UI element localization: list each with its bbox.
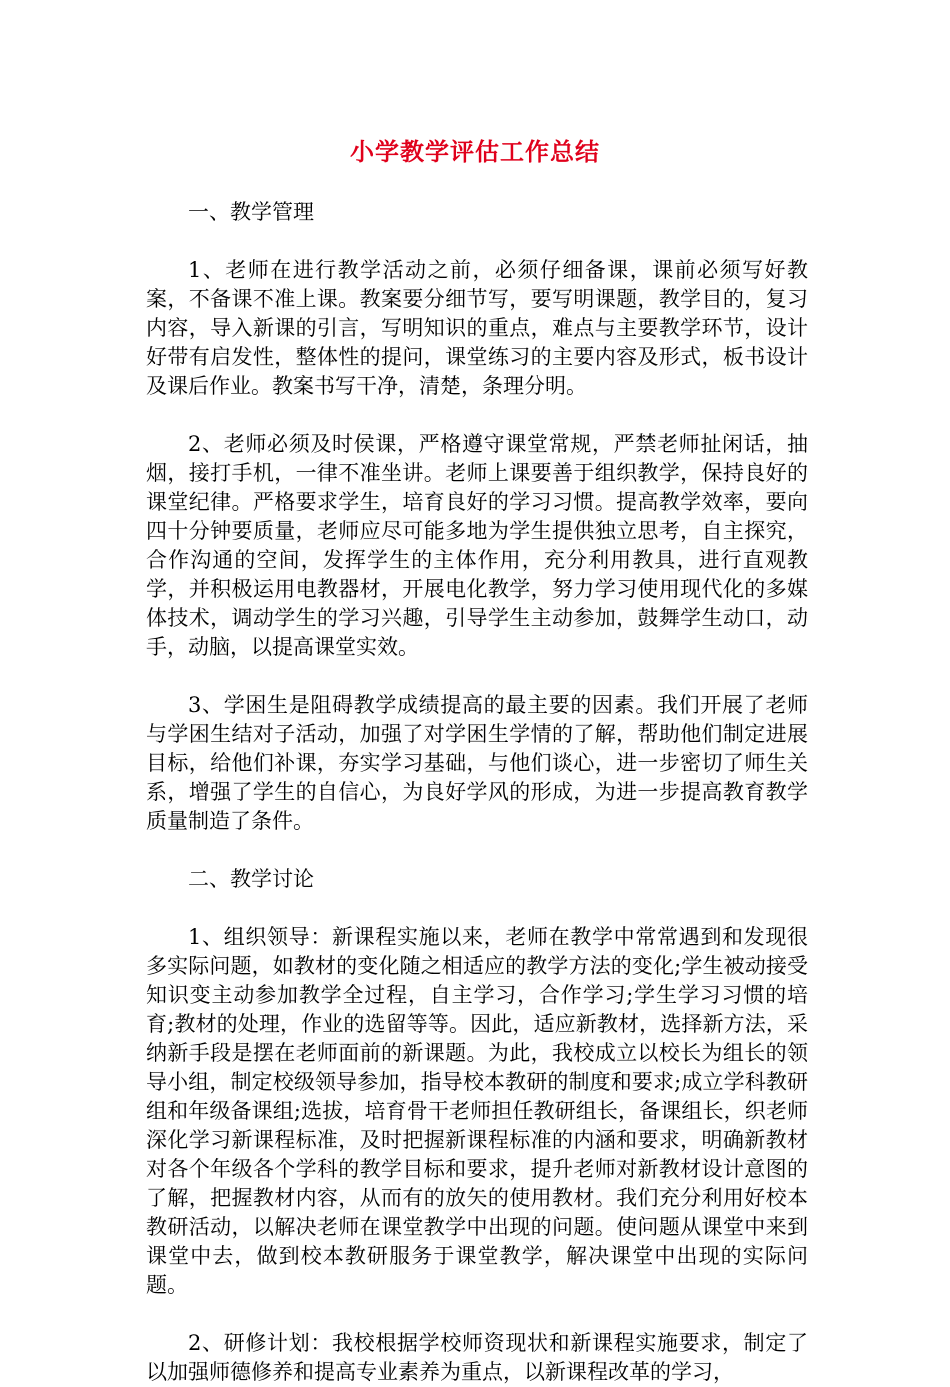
document-title: 小学教学评估工作总结	[350, 138, 600, 166]
paragraph-lesson-preparation: 1、老师在进行教学活动之前，必须仔细备课，课前必须写好教案，不备课不准上课。教案要分细节写，要写明课题，教学目的，复习内容，导入新课的引言，写明知识的重点，难点与主要教学环节，设计好带有启发性，整体性的提问，课堂练习的主要内容及形式，板书设计及课后作业。教案书写干净，清楚，条理分明。	[146, 258, 808, 398]
paragraph-training-plan: 2、研修计划：我校根据学校师资现状和新课程实施要求，制定了以加强师德修养和提高专业素养为重点，以新课程改革的学习，	[146, 1331, 808, 1384]
section-heading-teaching-research: 二、教学讨论	[188, 867, 314, 891]
document-body	[146, 198, 808, 1387]
paragraph-classroom-discipline: 2、老师必须及时侯课，严格遵守课堂常规，严禁老师扯闲话，抽烟，接打手机，一律不准坐讲。老师上课要善于组织教学，保持良好的课堂纪律。严格要求学生，培育良好的学习习惯。提高教学效率，要向四十分钟要质量，老师应尽可能多地为学生提供独立思考，自主探究，合作沟通的空间，发挥学生的主体作用，充分利用教具，进行直观教学，并积极运用电教器材，开展电化教学，努力学习使用现代化的多媒体技术，调动学生的学习兴趣，引导学生主动参加，鼓舞学生动口，动手，动脑，以提高课堂实效。	[146, 432, 808, 659]
section-heading-teaching-management: 一、教学管理	[188, 200, 314, 224]
paragraph-organization-leadership: 1、组织领导：新课程实施以来，老师在教学中常常遇到和发现很多实际问题，如教材的变化随之相适应的教学方法的变化;学生被动接受知识变主动参加教学全过程，自主学习，合作学习;学生学习习惯的培育;教材的处理，作业的选留等等。因此，适应新教材，选择新方法，采纳新手段是摆在老师面前的新课题。为此，我校成立以校长为组长的领导小组，制定校级领导参加，指导校本教研的制度和要求;成立学科教研组和年级备课组;选拔，培育骨干老师担任教研组长，备课组长，织老师深化学习新课程标准，及时把握新课程标准的内涵和要求，明确新教材对各个年级各个学科的教学目标和要求，提升老师对新教材设计意图的了解，把握教材内容，从而有的放矢的使用教材。我们充分利用好校本教研活动，以解决老师在课堂教学中出现的问题。使问题从课堂中来到课堂中去，做到校本教研服务于课堂教学，解决课堂中出现的实际问题。	[146, 925, 808, 1297]
paragraph-struggling-students: 3、学困生是阻碍教学成绩提高的最主要的因素。我们开展了老师与学困生结对子活动，加强了对学困生学情的了解，帮助他们制定进展目标，给他们补课，夯实学习基础，与他们谈心，进一步密切了师生关系，增强了学生的自信心，为良好学风的形成，为进一步提高教育教学质量制造了条件。	[146, 693, 808, 833]
